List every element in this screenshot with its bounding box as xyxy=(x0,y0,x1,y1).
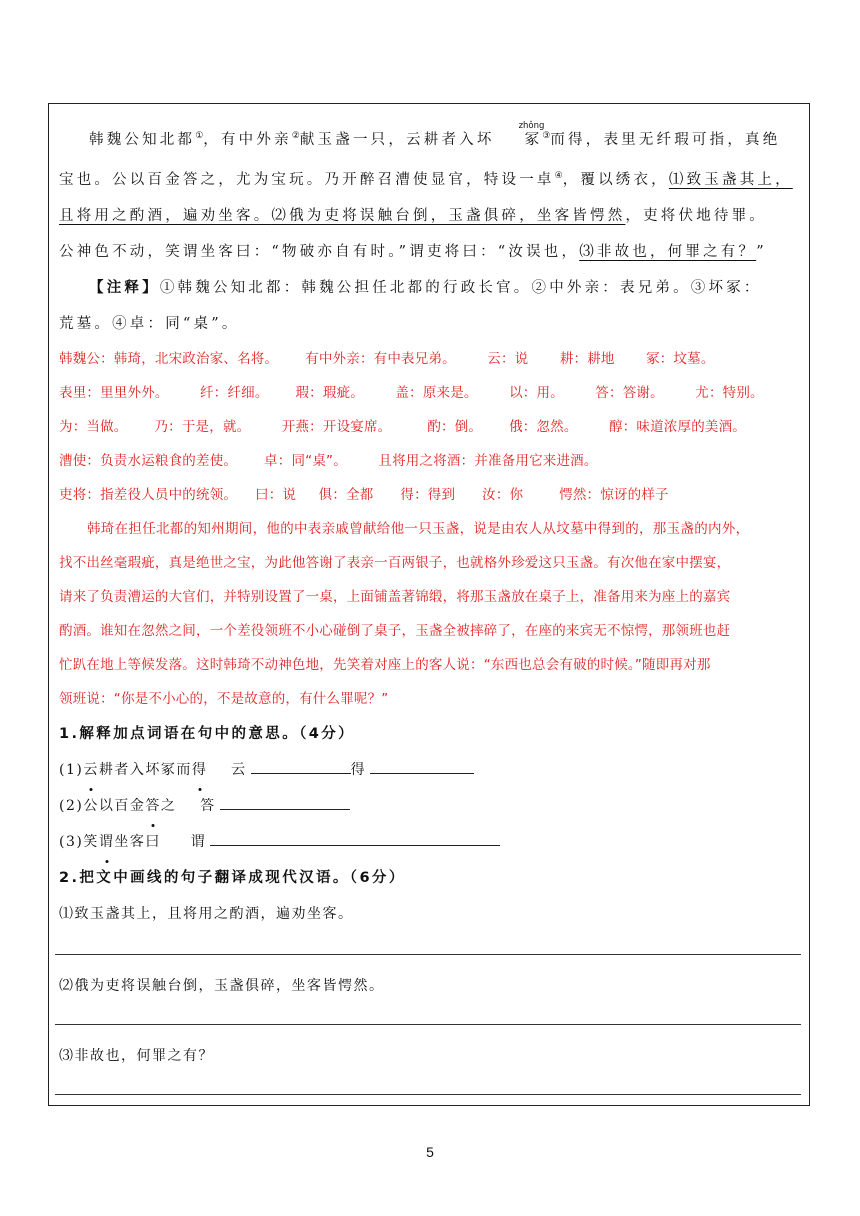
notes-line-2: 荒墓。④卓：同“桌”。 xyxy=(59,315,240,332)
passage-line-4: 公神色不动，笑谓坐客曰：“物破亦自有时。”谓吏将曰：“汝误也，⑶非故也，何罪之有？” xyxy=(59,243,767,260)
translation-line: 酌酒。谁知在忽然之间，一个差役领班不小心碰倒了桌子，玉盏全被摔碎了，在座的来宾无不惊愕，那领班也赶 xyxy=(59,622,731,639)
gloss-line: 表里：里里外外。 纤：纤细。 瑕：瑕疵。 盖：原来是。 以：用。 答：答谢。 尤：特别。 xyxy=(59,384,764,401)
translation-line: 领班说：“你是不小心的，不是故意的，有什么罪呢？” xyxy=(59,690,389,707)
worksheet-content xyxy=(59,118,801,932)
worksheet-frame xyxy=(48,103,810,1106)
classical-passage xyxy=(59,118,801,270)
question-2-sentence-3: ⑶非故也，何罪之有？ xyxy=(59,1048,214,1064)
notes-label: 【注释】 xyxy=(89,278,160,296)
page-number: 5 xyxy=(426,1144,434,1160)
notes-section xyxy=(59,270,801,342)
translation-line: 请来了负责漕运的大官们，并特别设置了一桌，上面铺盖著锦缎，将那玉盏放在桌子上，准备用来为座上的嘉宾 xyxy=(59,588,731,605)
question-2 xyxy=(59,860,801,932)
underlined-sentence-2: ⑵俄为吏将误触台倒，玉盏俱碎，坐客皆愕然 xyxy=(271,207,626,224)
question-1 xyxy=(59,716,801,860)
question-1-item-1: (1)云耕者入坏冢而得 云 得 xyxy=(59,752,801,788)
underlined-sentence-1: ⑴致玉盏其上， xyxy=(668,171,793,188)
underlined-sentence-3: ⑶非故也，何罪之有？ xyxy=(579,243,757,260)
gloss-line: 漕使：负责水运粮食的差使。 卓：同“桌”。 且将用之将酒：并准备用它来进酒。 xyxy=(59,452,598,469)
gloss-line: 韩魏公：韩琦，北宋政治家、名将。 有中外亲：有中表兄弟。 云：说 耕：耕地 冢：坟墓。 xyxy=(59,350,715,367)
translation-line: 韩琦在担任北都的知州期间，他的中表亲戚曾献给他一只玉盏，说是由农人从坟墓中得到的，那玉盏的内外， xyxy=(87,520,750,537)
gloss-line: 为：当做。 乃：于是，就。 开燕：开设宴席。 酌：倒。 俄：忽然。 醇：味道浓厚的美酒。 xyxy=(59,418,747,435)
question-2-title: 2.把文中画线的句子翻译成现代汉语。（6分） xyxy=(59,869,406,886)
translation-section xyxy=(59,512,801,716)
question-1-item-2: (2)公以百金答之 答 xyxy=(59,788,801,824)
answer-line-1[interactable] xyxy=(55,954,801,955)
answer-line-2[interactable] xyxy=(55,1024,801,1025)
answer-line-3[interactable] xyxy=(55,1094,801,1095)
passage-line-1: 韩魏公知北都①，有中外亲②献玉盏一只，云耕者入坏 zhǒng 冢③而得，表里无纤瑕可指，真绝 xyxy=(59,118,801,158)
gloss-line: 吏将：指差役人员中的统领。 曰：说 俱：全都 得：得到 汝：你 愕然：惊讶的样子 xyxy=(59,486,669,503)
passage-line-3: 且将用之酌酒，遍劝坐客。⑵俄为吏将误触台倒，玉盏俱碎，坐客皆愕然，吏将伏地待罪。 xyxy=(59,207,768,224)
pinyin-annotation: zhǒng 冢 xyxy=(518,120,545,148)
question-2-sentence-1: ⑴致玉盏其上，且将用之酌酒，遍劝坐客。 xyxy=(59,905,354,922)
answer-blank-da[interactable] xyxy=(220,808,350,810)
glossary-section xyxy=(59,342,801,512)
question-2-sentence-2: ⑵俄为吏将误触台倒，玉盏俱碎，坐客皆愕然。 xyxy=(59,978,385,994)
answer-blank-yun[interactable] xyxy=(251,772,351,774)
notes-line-1: 【注释】①韩魏公知北都：韩魏公担任北都的行政长官。②中外亲：表兄弟。③坏冢： xyxy=(89,278,762,296)
passage-line-2: 宝也。公以百金答之，尤为宝玩。乃开醉召漕使显官，特设一卓④，覆以绣衣，⑴致玉盏其上， xyxy=(59,170,793,188)
question-1-item-3: (3)笑谓坐客曰 谓 xyxy=(59,824,801,860)
answer-blank-wei[interactable] xyxy=(210,844,500,846)
translation-line: 找不出丝毫瑕疵，真是绝世之宝，为此他答谢了表亲一百两银子，也就格外珍爱这只玉盏。有次他在家中摆宴， xyxy=(59,554,731,571)
translation-line: 忙趴在地上等候发落。这时韩琦不动神色地，先笑着对座上的客人说：“东西也总会有破的时候。”随即再对那 xyxy=(59,656,711,673)
question-1-title: 1.解释加点词语在句中的意思。（4分） xyxy=(59,725,356,742)
answer-blank-de[interactable] xyxy=(370,772,474,774)
